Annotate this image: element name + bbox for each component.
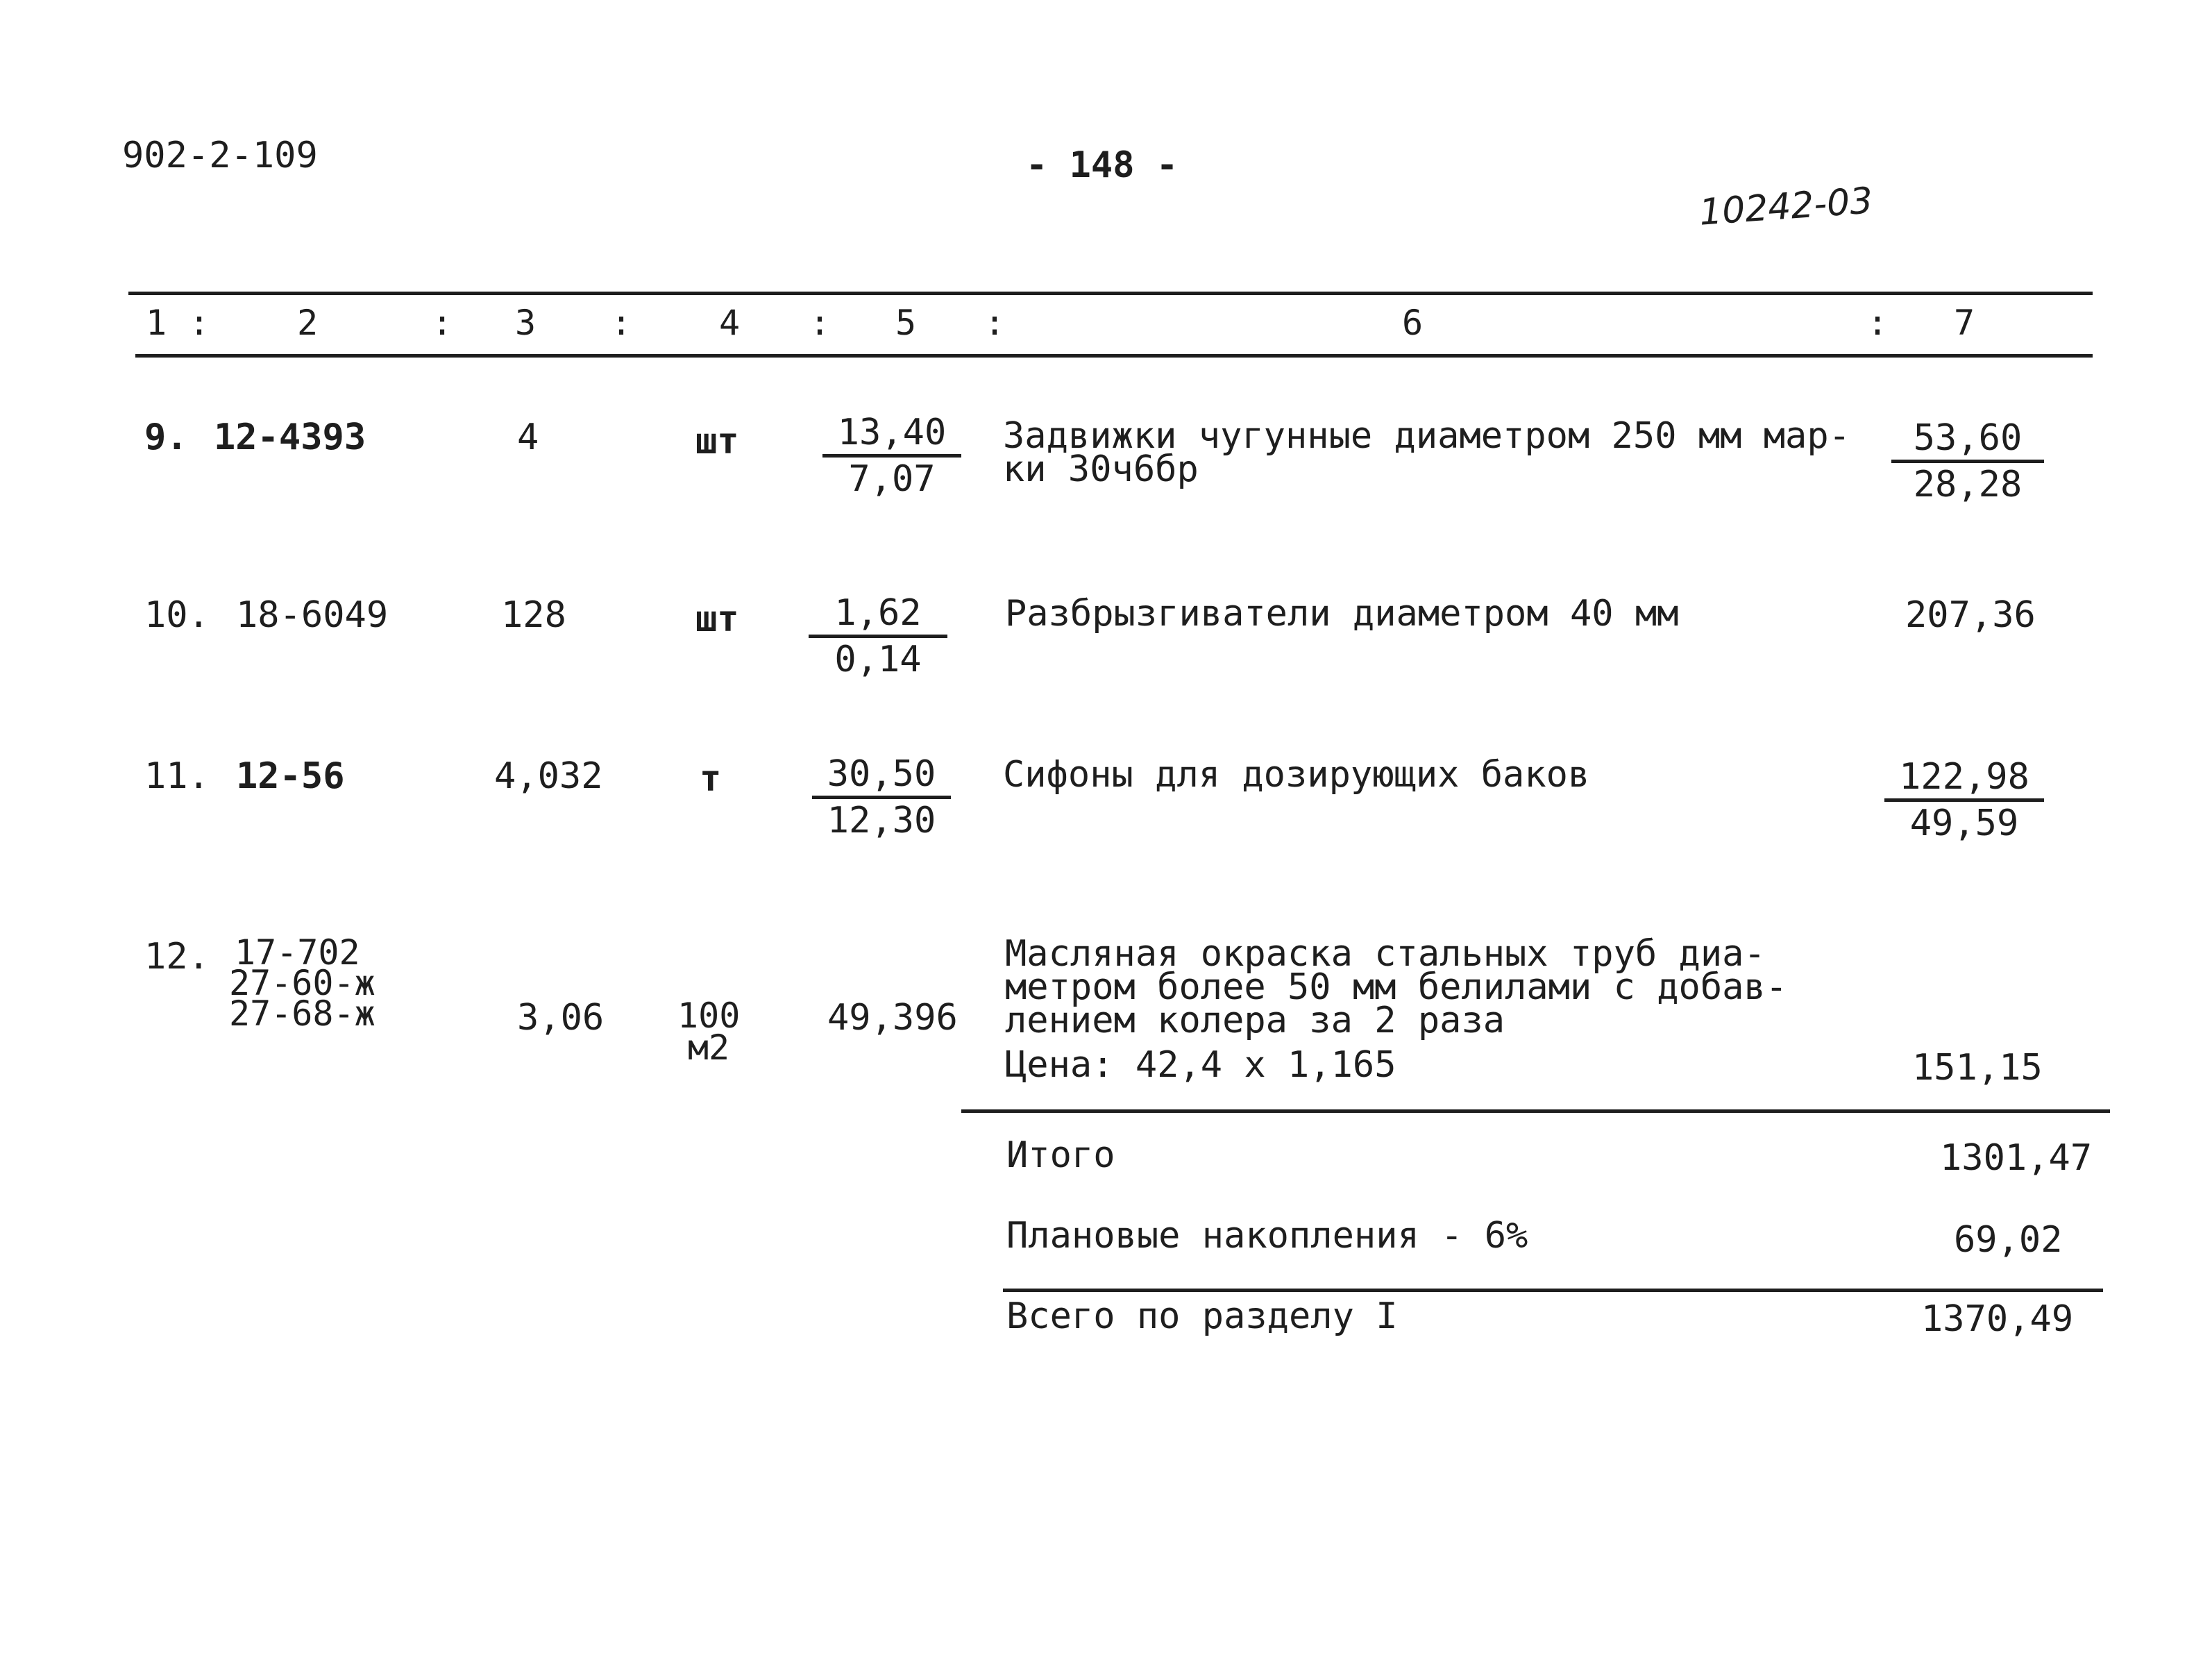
column-header-4: 4 xyxy=(719,303,741,343)
unit-price-numerator: 13,40 xyxy=(822,414,961,458)
price-note: Цена: 42,4 х 1,165 xyxy=(1005,1044,1396,1086)
total-cost: 151,15 xyxy=(1912,1047,2043,1089)
column-header-1: 1 xyxy=(146,303,167,343)
item-code: 27-68-ж xyxy=(229,993,375,1034)
total-cost-numerator: 53,60 xyxy=(1891,419,2044,463)
item-description: Задвижки чугунные диаметром 250 мм мар- ки 30ч6бр xyxy=(1003,415,1850,490)
page-number: - 148 - xyxy=(1026,144,1179,186)
total-cost-denominator: 28,28 xyxy=(1913,464,2023,505)
summary-top-rule xyxy=(961,1109,2110,1113)
column-separator: : xyxy=(611,303,632,343)
column-separator: : xyxy=(984,303,1006,343)
item-description: Сифоны для дозирующих баков xyxy=(1003,754,1590,796)
unit-price-denominator: 7,07 xyxy=(848,458,936,500)
item-code: 17-702 xyxy=(235,932,360,973)
unit-price-numerator: 1,62 xyxy=(809,594,947,638)
unit-price-denominator: 12,30 xyxy=(827,800,936,841)
column-separator: : xyxy=(189,303,210,343)
total-cost xyxy=(1891,419,2044,503)
unit-price-numerator: 30,50 xyxy=(812,755,951,799)
quantity: 128 xyxy=(501,594,566,636)
planned-savings-value: 69,02 xyxy=(1954,1219,2063,1261)
quantity: 4,032 xyxy=(494,755,603,797)
row-number: 10. xyxy=(144,594,210,636)
quantity: 3,06 xyxy=(517,997,605,1039)
unit-price xyxy=(809,594,947,678)
item-description: Масляная окраска стальных труб диа- метром более 50 мм белилами с добав- лением колера за 2 раза xyxy=(1005,933,1788,1041)
document-code: 902-2-109 xyxy=(122,135,318,176)
column-header-3: 3 xyxy=(515,303,537,343)
item-description: Разбрызгиватели диаметром 40 мм xyxy=(1005,593,1679,635)
item-code: 27-60-ж xyxy=(229,963,375,1003)
item-code: 18-6049 xyxy=(236,594,389,636)
column-separator: : xyxy=(432,303,453,343)
row-number: 9. xyxy=(144,417,188,458)
column-header-2: 2 xyxy=(297,303,319,343)
total-cost: 207,36 xyxy=(1905,594,2036,636)
table-top-rule xyxy=(128,292,2093,295)
unit-price xyxy=(812,755,951,839)
item-code: 12-56 xyxy=(236,755,345,797)
table-header-rule xyxy=(135,354,2093,358)
unit: т xyxy=(700,758,722,800)
column-header-5: 5 xyxy=(895,303,917,343)
unit-price: 49,396 xyxy=(827,997,958,1039)
unit-price-denominator: 0,14 xyxy=(834,639,922,680)
quantity: 4 xyxy=(517,417,539,458)
unit-price xyxy=(822,414,961,498)
item-code: 12-4393 xyxy=(214,417,366,458)
section-total-value: 1370,49 xyxy=(1921,1298,2074,1340)
reference-code: 10242-03 xyxy=(1698,180,1875,234)
section-total-label: Всего по разделу I xyxy=(1006,1295,1398,1337)
column-separator: : xyxy=(809,303,831,343)
column-separator: : xyxy=(1867,303,1889,343)
row-number: 11. xyxy=(144,755,210,797)
summary-bottom-rule xyxy=(1003,1289,2103,1292)
row-number: 12. xyxy=(144,936,210,978)
subtotal-value: 1301,47 xyxy=(1940,1137,2093,1179)
planned-savings-label: Плановые накопления - 6% xyxy=(1006,1215,1528,1257)
subtotal-label: Итого xyxy=(1006,1134,1115,1176)
unit-bottom: м2 xyxy=(687,1027,730,1068)
unit: шт xyxy=(695,598,739,640)
total-cost xyxy=(1884,758,2044,842)
unit-top: 100 xyxy=(677,996,741,1036)
column-header-6: 6 xyxy=(1402,303,1424,343)
item-code-list xyxy=(229,932,375,1034)
unit: шт xyxy=(695,421,739,462)
column-header-7: 7 xyxy=(1954,303,1975,343)
unit xyxy=(677,996,741,1068)
total-cost-denominator: 49,59 xyxy=(1909,803,2019,844)
total-cost-numerator: 122,98 xyxy=(1884,758,2044,802)
